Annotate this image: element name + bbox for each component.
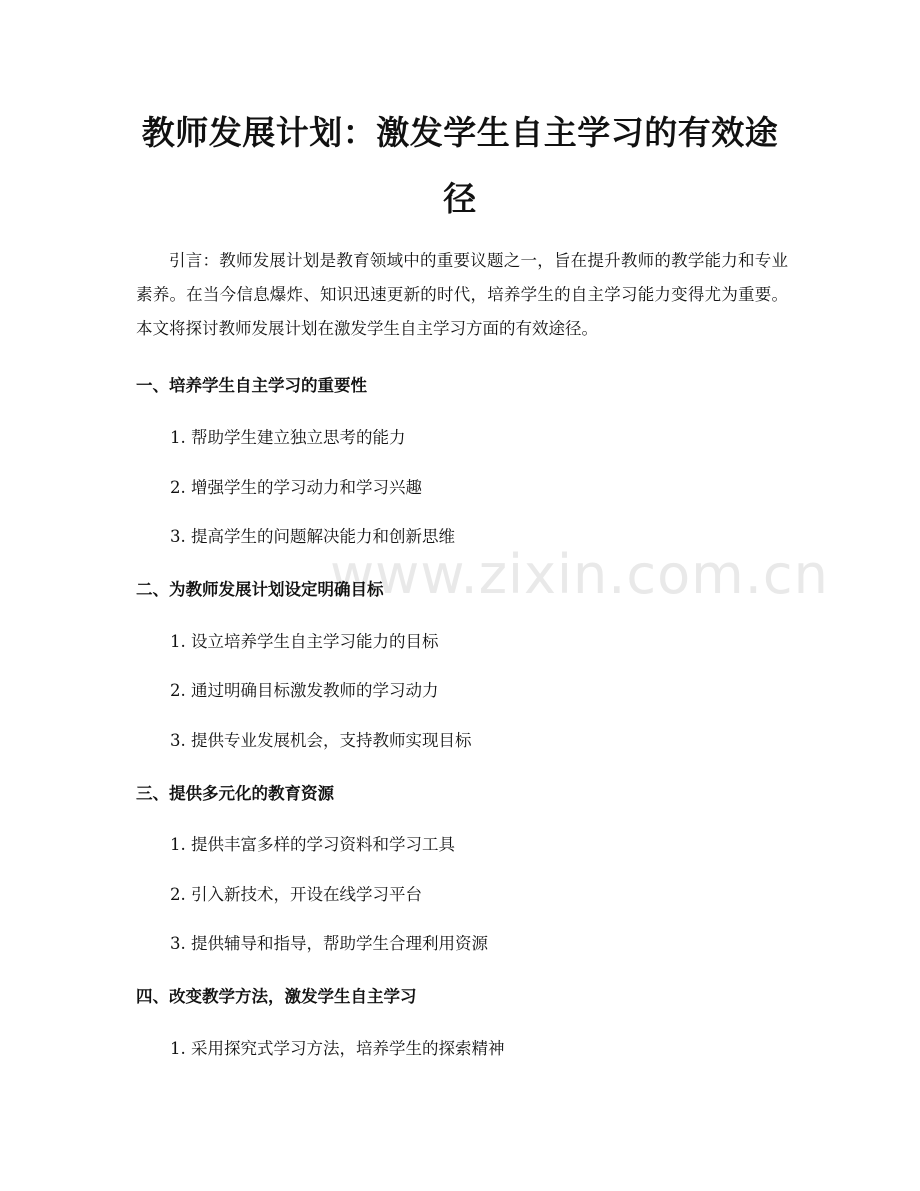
section-heading-4: 四、改变教学方法，激发学生自主学习 [136,987,417,1006]
section-heading-3: 三、提供多元化的教育资源 [136,784,334,803]
section-1-item-1: 1. 帮助学生建立独立思考的能力 [170,428,406,447]
section-heading-2: 二、为教师发展计划设定明确目标 [136,580,384,599]
section-3-item-3: 3. 提供辅导和指导，帮助学生合理利用资源 [170,934,488,953]
section-3-item-1: 1. 提供丰富多样的学习资料和学习工具 [170,835,455,854]
section-2-item-2: 2. 通过明确目标激发教师的学习动力 [170,681,439,700]
section-1-item-3: 3. 提高学生的问题解决能力和创新思维 [170,527,455,546]
section-1-item-2: 2. 增强学生的学习动力和学习兴趣 [170,478,422,497]
intro-paragraph: 引言：教师发展计划是教育领域中的重要议题之一，旨在提升教师的教学能力和专业素养。在当今信息爆炸、知识迅速更新的时代，培养学生的自主学习能力变得尤为重要。本文将探讨教师发展计划在激发学生自主学习方面的有效途径。 [136,251,788,338]
watermark: www.zixin.com.cn [330,543,829,606]
section-2-item-3: 3. 提供专业发展机会，支持教师实现目标 [170,731,472,750]
section-3-item-2: 2. 引入新技术，开设在线学习平台 [170,885,422,904]
title-line-1: 教师发展计划：激发学生自主学习的有效途 [141,113,779,152]
section-4-item-1: 1. 采用探究式学习方法，培养学生的探索精神 [170,1039,505,1058]
section-heading-1: 一、培养学生自主学习的重要性 [136,376,367,395]
document-title [120,100,800,232]
title-line-2: 径 [443,179,477,218]
section-2-item-1: 1. 设立培养学生自主学习能力的目标 [170,632,439,651]
